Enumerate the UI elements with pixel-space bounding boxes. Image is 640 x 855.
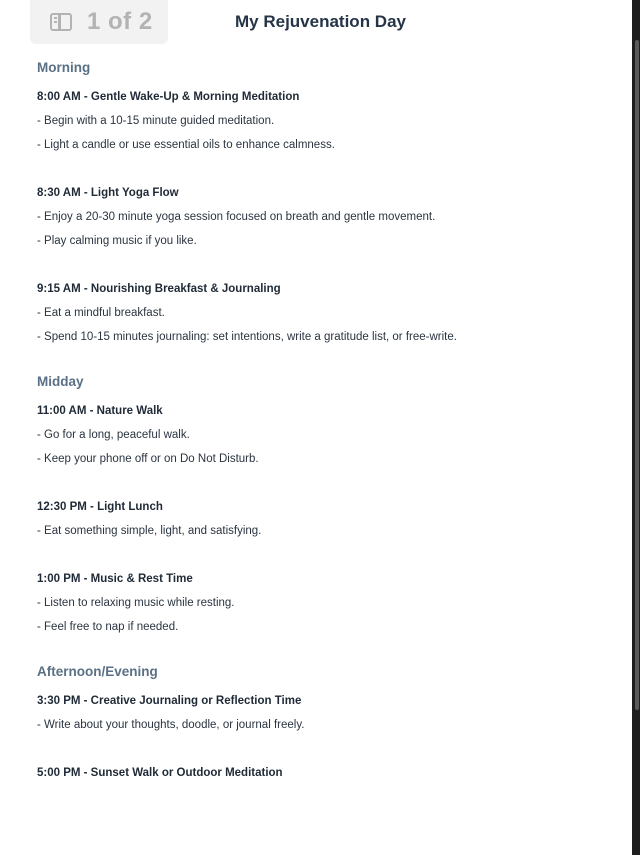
schedule-item-detail: - Spend 10-15 minutes journaling: set intentions, write a gratitude list, or free-write. [37, 331, 457, 343]
section-gap [37, 644, 612, 664]
schedule-item-title: 9:15 AM - Nourishing Breakfast & Journaling [37, 283, 281, 295]
schedule-item-detail: - Enjoy a 20-30 minute yoga session focused on breath and gentle movement. [37, 211, 436, 223]
document-title: My Rejuvenation Day [235, 12, 406, 31]
schedule-item [37, 572, 612, 644]
schedule-item-title: 11:00 AM - Nature Walk [37, 405, 163, 417]
schedule-item [37, 766, 612, 790]
document-content [37, 60, 612, 790]
scrollbar-thumb[interactable] [635, 40, 639, 710]
schedule-item-title: 3:30 PM - Creative Journaling or Reflection Time [37, 695, 302, 707]
schedule-item [37, 500, 612, 548]
event-gap [37, 548, 612, 572]
schedule-item-title: 8:00 AM - Gentle Wake-Up & Morning Meditation [37, 91, 300, 103]
schedule-item-detail: - Write about your thoughts, doodle, or journal freely. [37, 719, 305, 731]
sidebar-toggle-icon[interactable] [50, 13, 72, 31]
section-heading: Afternoon/Evening [37, 664, 158, 679]
schedule-item [37, 90, 612, 162]
schedule-item-detail: - Keep your phone off or on Do Not Disturb. [37, 453, 259, 465]
schedule-item-detail: - Go for a long, peaceful walk. [37, 429, 190, 441]
schedule-item [37, 694, 612, 742]
schedule-item-title: 8:30 AM - Light Yoga Flow [37, 187, 179, 199]
section-gap [37, 354, 612, 374]
event-gap [37, 742, 612, 766]
event-gap [37, 258, 612, 282]
schedule-item [37, 404, 612, 476]
schedule-item-title: 12:30 PM - Light Lunch [37, 501, 163, 513]
event-gap [37, 476, 612, 500]
schedule-item-detail: - Eat something simple, light, and satisfying. [37, 525, 262, 537]
section-heading: Morning [37, 60, 91, 75]
schedule-item-detail: - Eat a mindful breakfast. [37, 307, 165, 319]
event-gap [37, 162, 612, 186]
schedule-item [37, 282, 612, 354]
schedule-item-title: 1:00 PM - Music & Rest Time [37, 573, 193, 585]
schedule-item [37, 186, 612, 258]
scrollbar-track[interactable] [632, 0, 640, 855]
schedule-item-title: 5:00 PM - Sunset Walk or Outdoor Meditation [37, 767, 283, 779]
page-indicator[interactable] [30, 0, 168, 44]
section-heading: Midday [37, 374, 84, 389]
schedule-item-detail: - Listen to relaxing music while resting. [37, 597, 235, 609]
schedule-item-detail: - Play calming music if you like. [37, 235, 197, 247]
schedule-item-detail: - Feel free to nap if needed. [37, 621, 179, 633]
schedule-item-detail: - Light a candle or use essential oils to enhance calmness. [37, 139, 335, 151]
page-count: 1 of 2 [87, 8, 153, 35]
schedule-item-detail: - Begin with a 10-15 minute guided meditation. [37, 115, 275, 127]
